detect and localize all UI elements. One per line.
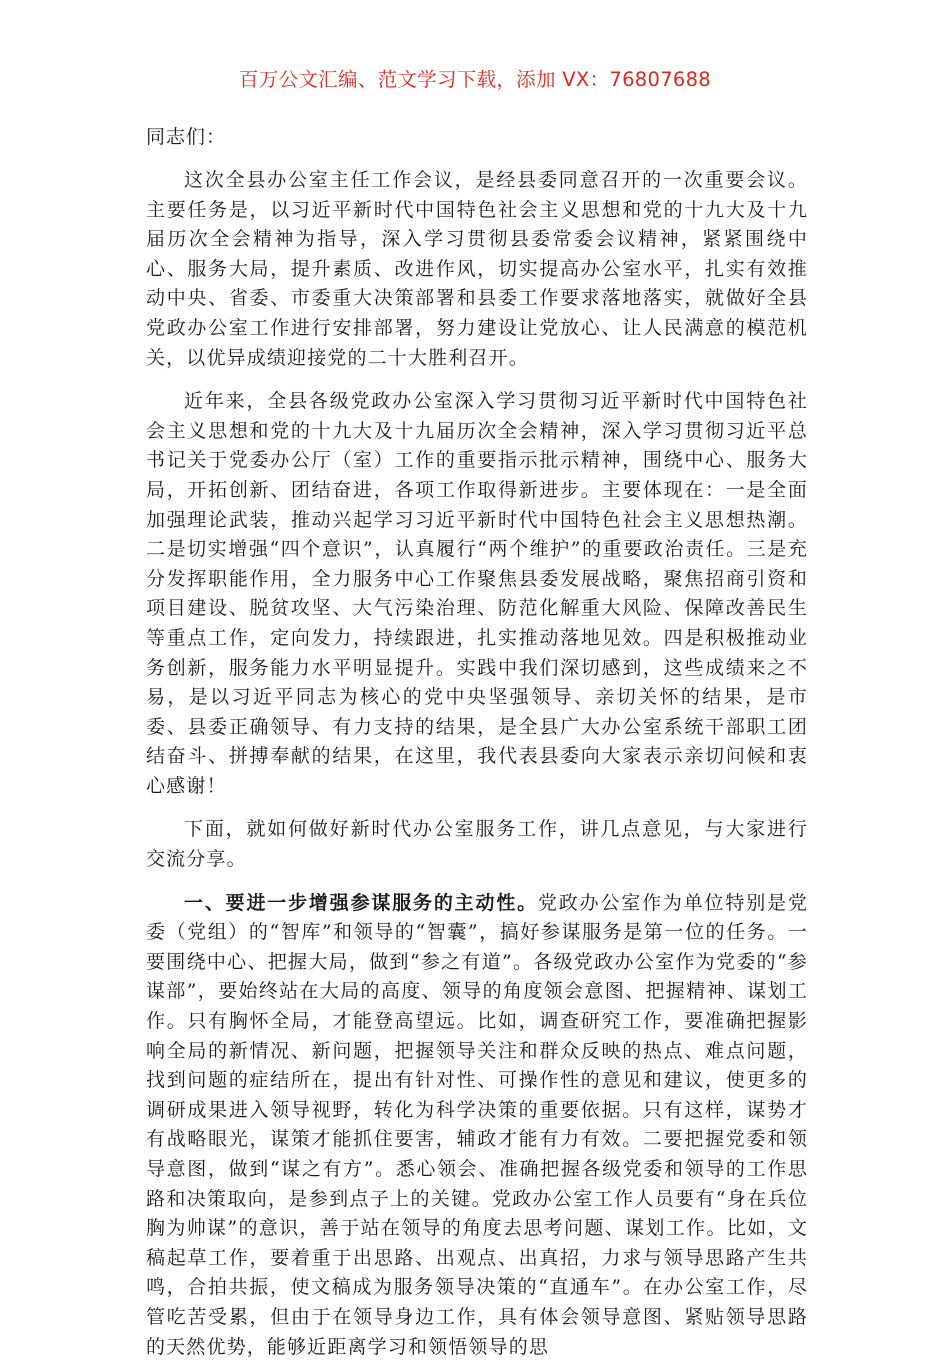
- section-1: [146, 889, 808, 1362]
- section-1-heading: 一、要进一步增强参谋服务的主动性。: [184, 891, 538, 914]
- paragraph-intro: 这次全县办公室主任工作会议，是经县委同意召开的一次重要会议。主要任务是，以习近平新时代中国特色社会主义思想和党的十九大及十九届历次全会精神为指导，深入学习贯彻县委常委会议精神，紧紧围绕中心、服务大局，提升素质、改进作风，切实提高办公室水平，扎实有效推动中央、省委、市委重大决策部署和县委工作要求落地落实，就做好全县党政办公室工作进行安排部署，努力建设让党放心、让人民满意的模范机关，以优异成绩迎接党的二十大胜利召开。: [146, 169, 808, 369]
- header-notice: 百万公文汇编、范文学习下载，添加 VX：76807688: [238, 68, 712, 91]
- greeting: 同志们：: [146, 126, 227, 148]
- paragraph-achievements: 近年来，全县各级党政办公室深入学习贯彻习近平新时代中国特色社会主义思想和党的十九大及十九届历次全会精神，深入学习贯彻习近平总书记关于党委办公厅（室）工作的重要指示批示精神，围绕中心、服务大局，开拓创新、团结奋进，各项工作取得新进步。主要体现在：一是全面加强理论武装，推动兴起学习习近平新时代中国特色社会主义思想热潮。二是切实增强“四个意识”，认真履行“两个维护”的重要政治责任。三是充分发挥职能作用，全力服务中心工作聚焦县委发展战略，聚焦招商引资和项目建设、脱贫攻坚、大气污染治理、防范化解重大风险、保障改善民生等重点工作，定向发力，持续跟进，扎实推动落地见效。四是积极推动业务创新，服务能力水平明显提升。实践中我们深切感到，这些成绩来之不易，是以习近平同志为核心的党中央坚强领导、亲切关怀的结果，是市委、县委正确领导、有力支持的结果，是全县广大办公室系统干部职工团结奋斗、拼搏奉献的结果，在这里，我代表县委向大家表示亲切问候和衷心感谢！: [146, 390, 808, 797]
- document-body: [146, 123, 808, 1362]
- section-1-body: 党政办公室作为单位特别是党委（党组）的“智库”和领导的“智囊”，搞好参谋服务是第一位的任务。一要围绕中心、把握大局，做到“参之有道”。各级党政办公室作为党委的“参谋部”，要始终站在大局的高度、领导的角度领会意图、把握精神、谋划工作。只有胸怀全局，才能登高望远。比如，调查研究工作，要准确把握影响全局的新情况、新问题，把握领导关注和群众反映的热点、难点问题，找到问题的症结所在，提出有针对性、可操作性的意见和建议，使更多的调研成果进入领导视野，转化为科学决策的重要依据。只有这样，谋势才有战略眼光，谋策才能抓住要害，辅政才能有力有效。二要把握党委和领导意图，做到“谋之有方”。悉心领会、准确把握各级党委和领导的工作思路和决策取向，是参到点子上的关键。党政办公室工作人员要有“身在兵位胸为帅谋”的意识，善于站在领导的角度去思考问题、谋划工作。比如，文稿起草工作，要着重于出思路、出观点、出真招，力求与领导思路产生共鸣，合拍共振，使文稿成为服务领导决策的“直通车”。在办公室工作，尽管吃苦受累，但由于在领导身边工作，具有体会领导意图、紧贴领导思路的天然优势，能够近距离学习和领悟领导的思: [146, 891, 808, 1358]
- paragraph-transition: 下面，就如何做好新时代办公室服务工作，讲几点意见，与大家进行交流分享。: [146, 818, 808, 871]
